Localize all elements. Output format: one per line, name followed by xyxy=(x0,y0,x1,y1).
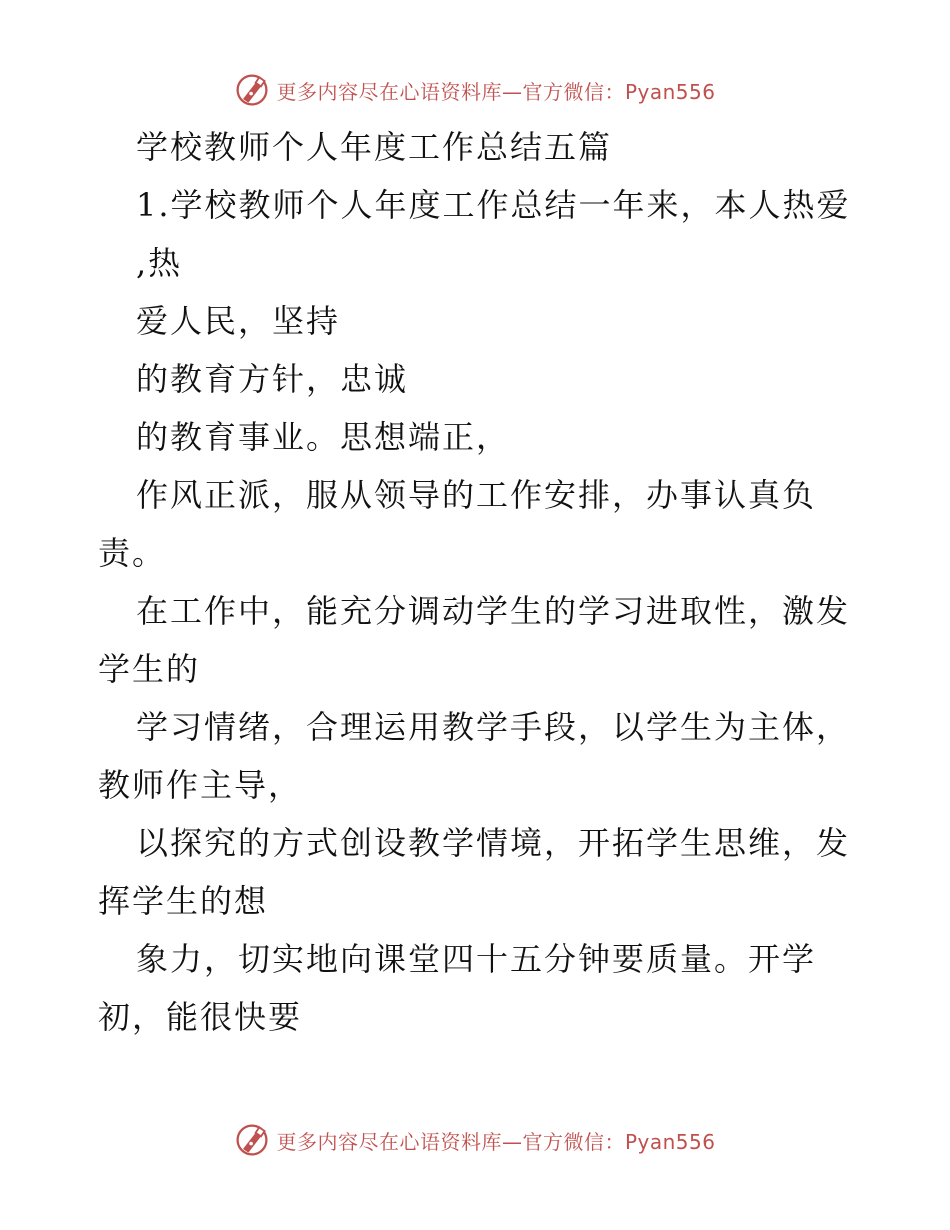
header-banner xyxy=(0,70,950,110)
text-line: 在工作中，能充分调动学生的学习进取性，激发 xyxy=(136,592,851,630)
text-line: 挥学生的想 xyxy=(98,882,269,920)
footer-banner xyxy=(0,1120,950,1160)
text-line: 1.学校教师个人年度工作总结一年来，本人热爱 xyxy=(136,186,851,224)
text-line: 的教育事业。思想端正， xyxy=(136,418,511,456)
header-banner-text: 更多内容尽在心语资料库—官方微信：Pyan556 xyxy=(276,79,716,104)
text-line: 的教育方针，忠诚 xyxy=(136,360,409,398)
pen-nib-circle-icon xyxy=(234,1122,270,1158)
text-line: 象力，切实地向课堂四十五分钟要质量。开学 xyxy=(136,940,817,978)
footer-banner-text: 更多内容尽在心语资料库—官方微信：Pyan556 xyxy=(276,1129,716,1154)
text-line: 学习情绪，合理运用教学手段，以学生为主体， xyxy=(136,708,851,746)
document-title: 学校教师个人年度工作总结五篇 xyxy=(136,128,613,166)
document-body xyxy=(98,118,858,1046)
text-line: 作风正派，服从领导的工作安排，办事认真负 xyxy=(136,476,817,514)
text-line: ,热 xyxy=(136,244,183,282)
text-line: 以探究的方式创设教学情境，开拓学生思维，发 xyxy=(136,824,851,862)
text-line: 责。 xyxy=(98,534,167,572)
pen-nib-circle-icon xyxy=(234,72,270,108)
text-line: 教师作主导， xyxy=(98,766,303,804)
text-line: 爱人民，坚持 xyxy=(136,302,341,340)
text-line: 学生的 xyxy=(98,650,201,688)
text-line: 初，能很快要 xyxy=(98,998,303,1036)
